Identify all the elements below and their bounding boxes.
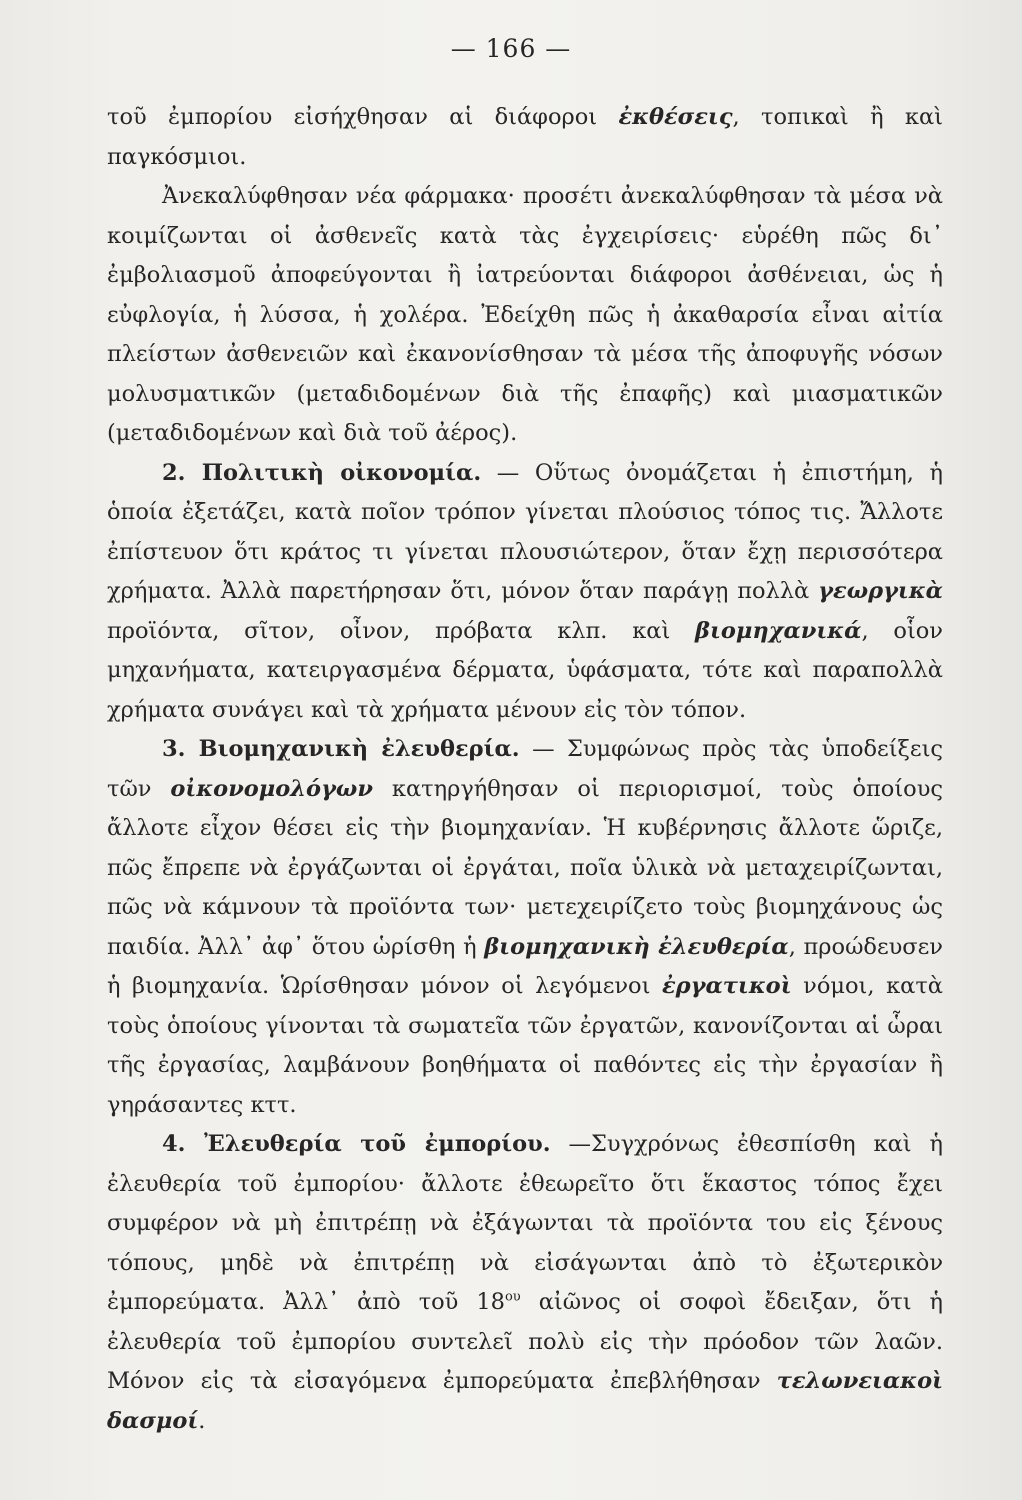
text-run: νόμοι, κατὰ τοὺς ὁποίους γίνονται τὰ σωματεῖα τῶν ἐργατῶν, κανονίζονται αἱ ὧραι τῆς ἐργασίας, λαμβάνουν βοηθήματα οἱ παθόντες εἰς τὴν ἐργασίαν ἢ γηράσαντες κττ.	[107, 973, 943, 1118]
page-number: — 166 —	[450, 34, 572, 63]
term-industrial: βιομηχανικά	[695, 617, 862, 644]
text-run: τοῦ ἐμπορίου εἰσήχθησαν αἱ διάφοροι	[107, 104, 619, 130]
text-run: προϊόντα, σῖτον, οἶνον, πρόβατα κλπ. καὶ	[107, 617, 696, 644]
term-ektheseis: ἐκθέσεις	[618, 104, 733, 130]
text-run: , τοπικαὶ ἢ καὶ παγκόσμιοι.	[107, 104, 943, 170]
text-run: , προώδευσεν ἡ βιομηχανία. Ὡρίσθησαν μόνον οἱ λεγόμενοι	[107, 933, 943, 999]
section-3-paragraph	[107, 730, 943, 1125]
paragraph-2	[107, 177, 943, 454]
section-4-paragraph	[107, 1125, 943, 1441]
term-agricultural: γεωργικὰ	[818, 578, 943, 604]
text-run: Ἀνεκαλύφθησαν νέα φάρμακα· προσέτι ἀνεκαλύφθησαν τὰ μέσα νὰ κοιμίζωνται οἱ ἀσθενεῖς κατὰ τὰς ἐγχειρίσεις· εὑρέθη πῶς δι᾽ ἐμβολιασμοῦ ἀποφεύγονται ἢ ἰατρεύονται διάφοροι ἀσθένειαι, ὡς ἡ εὐφλογία, ἡ λύσσα, ἡ χολέρα. Ἐδείχθη πῶς ἡ ἀκαθαρσία εἶναι αἰτία πλείστων ἀσθενειῶν καὶ ἐκανονίσθησαν τὰ μέσα τῆς ἀποφυγῆς νόσων μολυσματικῶν (μεταδιδομένων διὰ τῆς ἐπαφῆς) καὶ μιασματικῶν (μεταδιδομένων καὶ διὰ τοῦ ἀέρος).	[107, 183, 943, 446]
section-heading-political-economy: 2. Πολιτικὴ οἰκονομία.	[162, 459, 482, 486]
text-run: — Συμφώνως πρὸς τὰς ὑποδείξεις τῶν	[107, 736, 943, 802]
century-superscript: ου	[504, 1289, 521, 1305]
section-heading-industrial-freedom: 3. Βιομηχανικὴ ἐλευθερία.	[162, 736, 520, 762]
paragraph-1	[107, 98, 943, 177]
term-industrial-freedom: βιομηχανικὴ ἐλευθερία	[484, 933, 789, 960]
text-run: — Οὕτως ὀνομάζεται ἡ ἐπιστήμη, ἡ ὁποία ἐξετάζει, κατὰ ποῖον τρόπον γίνεται πλούσιος τόπος τις. Ἄλλοτε ἐπίστευον ὅτι κράτος τι γίνεται πλουσιώτερον, ὅταν ἔχῃ περισσότερα χρήματα. Ἀλλὰ παρετήρησαν ὅτι, μόνον ὅταν παράγῃ πολλὰ	[107, 459, 943, 604]
text-run: .	[198, 1407, 206, 1434]
section-heading-free-trade: 4. Ἐλευθερία τοῦ ἐμπορίου.	[162, 1131, 551, 1157]
page-body	[107, 98, 943, 1441]
term-customs-duties: τελωνειακοὶ δασμοί	[107, 1368, 943, 1434]
text-run: —Συγχρόνως ἐθεσπίσθη καὶ ἡ ἐλευθερία τοῦ ἐμπορίου· ἄλλοτε ἐθεωρεῖτο ὅτι ἕκαστος τόπος ἔχει συμφέρον νὰ μὴ ἐπιτρέπῃ νὰ ἐξάγωνται τὰ προϊόντα του εἰς ξένους τόπους, μηδὲ νὰ ἐπιτρέπῃ νὰ εἰσάγωνται ἀπὸ τὸ ἐξωτερικὸν ἐμπορεύματα. Ἀλλ᾽ ἀπὸ τοῦ 18	[107, 1131, 944, 1315]
text-run: αἰῶνος οἱ σοφοὶ ἔδειξαν, ὅτι ἡ ἐλευθερία τοῦ ἐμπορίου συντελεῖ πολὺ εἰς τὴν πρόοδον τῶν λαῶν. Μόνον εἰς τὰ εἰσαγόμενα ἐμπορεύματα ἐπεβλήθησαν	[107, 1289, 943, 1394]
text-run: , οἷον μηχανήματα, κατειργασμένα δέρματα, ὑφάσματα, τότε καὶ παραπολλὰ χρήματα συνάγει καὶ τὰ χρήματα μένουν εἰς τὸν τόπον.	[107, 617, 943, 723]
term-economists: οἰκονομολόγων	[170, 775, 373, 802]
section-2-paragraph	[107, 454, 943, 731]
text-run: κατηργήθησαν οἱ περιορισμοί, τοὺς ὁποίους ἄλλοτε εἶχον θέσει εἰς τὴν βιομηχανίαν. Ἡ κυβέρνησις ἄλλοτε ὥριζε, πῶς ἔπρεπε νὰ ἐργάζωνται οἱ ἐργάται, ποῖα ὑλικὰ νὰ μεταχειρίζωνται, πῶς νὰ κάμνουν τὰ προϊόντα των· μετεχειρίζετο τοὺς βιομηχάνους ὡς παιδία. Ἀλλ᾽ ἀφ᾽ ὅτου ὡρίσθη ἡ	[107, 775, 944, 960]
term-labour: ἐργατικοὶ	[661, 973, 792, 999]
